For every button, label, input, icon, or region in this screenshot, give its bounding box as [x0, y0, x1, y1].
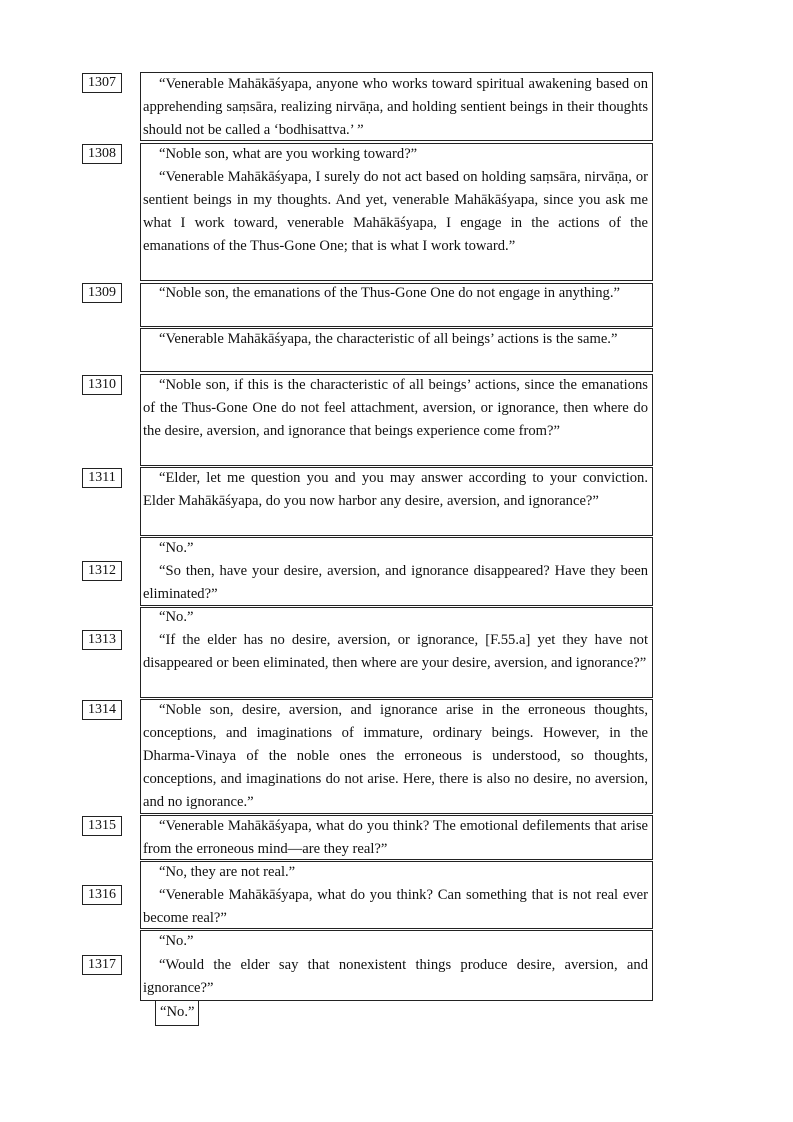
segment-number-1314: 1314: [82, 700, 122, 720]
segment-number-1309: 1309: [82, 283, 122, 303]
segment-number-1312: 1312: [82, 561, 122, 581]
paragraph-1313: “If the elder has no desire, aversion, or ignorance, [F.55.a] yet they have not disappeared or been eliminated, then where are your desire, aversion, and ignorance?”: [143, 632, 648, 672]
paragraph-1312-a: “So then, have your desire, aversion, and ignorance disappeared? Have they been eliminated?”: [143, 563, 648, 603]
segment-number-1308: 1308: [82, 144, 122, 164]
segment-number-1313: 1313: [82, 630, 122, 650]
paragraph-1309-a: “Noble son, the emanations of the Thus-Gone One do not engage in anything.”: [159, 285, 620, 301]
paragraph-1308-a: “Noble son, what are you working toward?”: [159, 146, 418, 162]
paragraph-1315-a: “Venerable Mahākāśyapa, what do you think? The emotional defilements that arise from the erroneous mind—are they real?”: [143, 818, 648, 858]
segment-number-1316: 1316: [82, 885, 122, 905]
paragraph-1308-b: “Venerable Mahākāśyapa, I surely do not act based on holding saṃsāra, nirvāṇa, or sentient beings in my thoughts. And yet, venerable Mahākāśyapa, since you ask me what I work toward, venerable Mahākāśyapa, I engage in the actions of the emanations of the Thus-Gone One; that is what I work toward.”: [143, 169, 648, 255]
segment-number-1311: 1311: [82, 468, 122, 488]
paragraph-1311-a: “Elder, let me question you and you may answer according to your conviction. Elder Mahākāśyapa, do you now harbor any desire, aversion, and ignorance?”: [143, 470, 648, 510]
paragraph-1317: “Would the elder say that nonexistent things produce desire, aversion, and ignorance?”: [143, 957, 648, 997]
final-reply: “No.”: [155, 1000, 199, 1026]
paragraph-1311-b: “No.”: [159, 540, 194, 556]
paragraph-1316-b: “No.”: [159, 933, 194, 949]
segment-number-1317: 1317: [82, 955, 122, 975]
segment-number-1315: 1315: [82, 816, 122, 836]
paragraph-1315-b: “No, they are not real.”: [159, 864, 296, 880]
paragraph-1309-b: “Venerable Mahākāśyapa, the characteristic of all beings’ actions is the same.”: [159, 331, 618, 347]
segment-number-1307: 1307: [82, 73, 122, 93]
paragraph-1314: “Noble son, desire, aversion, and ignorance arise in the erroneous thoughts, conceptions, and imaginations of immature, ordinary beings. However, in the Dharma-Vinaya of the noble ones the erroneous is understood, so thoughts, conceptions, and imaginations do not arise. Here, there is also no desire, no aversion, and no ignorance.”: [143, 702, 648, 811]
paragraph-1316-a: “Venerable Mahākāśyapa, what do you think? Can something that is not real ever become real?”: [143, 887, 648, 927]
segment-number-1310: 1310: [82, 375, 122, 395]
paragraph-1312-b: “No.”: [159, 609, 194, 625]
paragraph-1307: “Venerable Mahākāśyapa, anyone who works toward spiritual awakening based on apprehending saṃsāra, realizing nirvāṇa, and holding sentient beings in their thoughts should not be called a ‘bodhisattva.’ ”: [143, 76, 648, 139]
paragraph-1310: “Noble son, if this is the characteristic of all beings’ actions, since the emanations of the Thus-Gone One do not feel attachment, aversion, or ignorance, then where do the desire, aversion, and ignorance that beings experience come from?”: [143, 377, 648, 440]
